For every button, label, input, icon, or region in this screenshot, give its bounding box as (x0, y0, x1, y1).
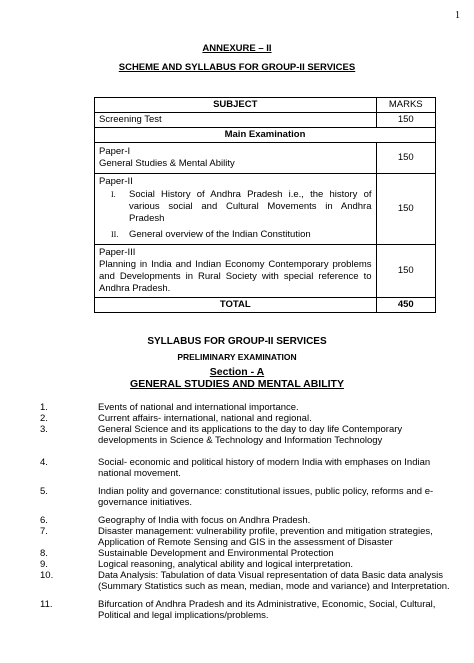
scheme-table (94, 97, 436, 313)
paper2-item-1-text: Social History of Andhra Pradesh i.e., the history of various social and Cultural Movements in Andhra Pradesh (129, 189, 372, 224)
paper2-item-2-text: General overview of the Indian Constitution (129, 229, 311, 240)
list-item (40, 413, 450, 424)
paper3-marks: 150 (376, 245, 435, 298)
list-item (40, 402, 450, 413)
list-item (40, 486, 450, 508)
list-item (40, 424, 450, 446)
item-number: 2. (40, 413, 48, 424)
item-text: Logical reasoning, analytical ability and logical interpretation. (98, 559, 354, 570)
table-row (95, 143, 436, 174)
paper1-title: Paper-I (99, 146, 131, 157)
paper2-item-1-num: I. (111, 190, 116, 199)
list-item (40, 559, 450, 570)
paper1-cell (95, 143, 377, 174)
list-item (40, 526, 450, 548)
item-number: 6. (40, 515, 48, 526)
total-label: TOTAL (95, 298, 377, 313)
item-text: Events of national and international importance. (98, 402, 299, 413)
list-item (40, 570, 450, 592)
item-number: 9. (40, 559, 48, 570)
table-total-row (95, 298, 436, 313)
syllabus-subtitle: PRELIMINARY EXAMINATION (177, 352, 297, 362)
table-row (95, 245, 436, 298)
table-header-row (95, 98, 436, 113)
item-text: Indian polity and governance: constitutional issues, public policy, reforms and e-governance initiatives. (98, 486, 434, 508)
paper3-cell (95, 245, 377, 298)
item-number: 1. (40, 402, 48, 413)
item-number: 4. (40, 457, 48, 468)
paper2-cell (95, 174, 377, 245)
table-row (95, 174, 436, 245)
screening-marks: 150 (376, 113, 435, 128)
list-item (40, 515, 450, 526)
list-item (40, 599, 450, 621)
paper1-desc: General Studies & Mental Ability (99, 158, 235, 169)
header-subject: SUBJECT (95, 98, 377, 113)
item-text: Data Analysis: Tabulation of data Visual representation of data Basic data analysis (Summary Statistics such as mean, median, mode and variance) and Interpretation. (98, 570, 450, 592)
item-number: 7. (40, 526, 48, 537)
paper3-desc: Planning in India and Indian Economy Contemporary problems and Developments in Rural Society with special reference to Andhra Pradesh. (99, 259, 372, 294)
syllabus-title: SYLLABUS FOR GROUP-II SERVICES (147, 336, 327, 347)
annexure-heading: ANNEXURE – II (202, 43, 272, 54)
total-marks: 450 (376, 298, 435, 313)
list-item (40, 548, 450, 559)
item-number: 10. (40, 570, 54, 581)
item-text: Geography of India with focus on Andhra Pradesh. (98, 515, 311, 526)
paper2-marks: 150 (376, 174, 435, 245)
item-text: Disaster management: vulnerability profile, prevention and mitigation strategies, Application of Remote Sensing and GIS in the assessment of Disaster (98, 526, 433, 548)
item-number: 11. (40, 599, 53, 610)
item-number: 3. (40, 424, 48, 435)
paper3-title: Paper-III (99, 247, 136, 258)
item-text: Current affairs- international, national and regional. (98, 413, 312, 424)
scheme-heading: SCHEME AND SYLLABUS FOR GROUP-II SERVICES (118, 62, 356, 73)
paper1-marks: 150 (376, 143, 435, 174)
list-item (40, 457, 450, 479)
table-row (95, 128, 436, 143)
paper2-title: Paper-II (99, 176, 133, 187)
table-row (95, 113, 436, 128)
screening-label: Screening Test (95, 113, 377, 128)
section-title: GENERAL STUDIES AND MENTAL ABILITY (130, 378, 344, 390)
item-number: 5. (40, 486, 48, 497)
main-exam-label: Main Examination (95, 128, 436, 143)
item-text: Social- economic and political history of modern India with emphases on Indian national movement. (98, 457, 431, 479)
paper2-item-2 (99, 229, 372, 241)
header-marks: MARKS (376, 98, 435, 113)
page-number: 1 (455, 10, 460, 21)
paper2-item-2-num: II. (111, 230, 119, 239)
item-text: General Science and its applications to the day to day life Contemporary developments in Science & Technology and Information Technology (98, 424, 403, 446)
syllabus-list (40, 402, 450, 621)
item-number: 8. (40, 548, 48, 559)
section-label: Section - A (209, 366, 265, 378)
item-text: Sustainable Development and Environmental Protection (98, 548, 334, 559)
paper2-item-1 (99, 189, 372, 225)
item-text: Bifurcation of Andhra Pradesh and its Administrative, Economic, Social, Cultural, Political and legal implications/problems. (98, 599, 436, 621)
